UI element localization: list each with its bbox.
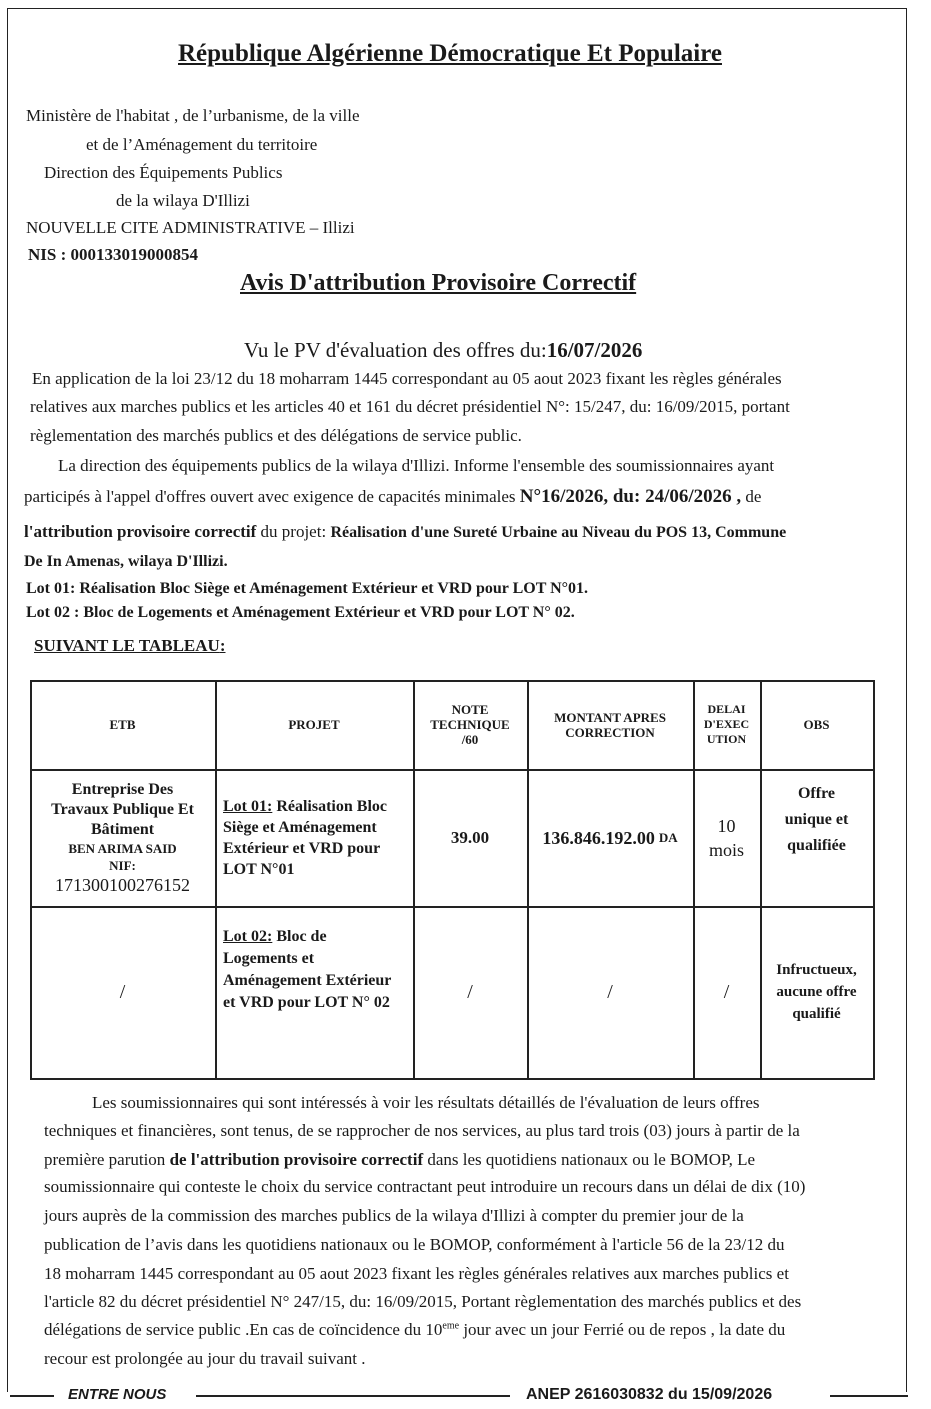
para2-line-4: De In Amenas, wilaya D'Illizi. [24,553,228,570]
row1-obs-line-3: qualifiée [787,837,846,854]
closing-line-7: 18 moharram 1445 correspondant au 05 aout 2023 fixant les règles générales relatives aux marches publics et [44,1264,789,1283]
project-label: du projet: [256,522,331,541]
row1-lot-label: Lot 01: [223,797,273,815]
pv-date: 16/07/2026 [546,338,643,362]
row2-obs-line-3: qualifié [792,1006,841,1022]
row1-etb-line-3: Bâtiment [90,820,155,838]
row1-proj-line-3: Extérieur et VRD pour [223,839,381,857]
suivant-label: SUIVANT LE TABLEAU: [34,636,226,655]
closing-line-6: publication de l’avis dans les quotidiens nationaux ou le BOMOP, conformément à l'article 56 de la 23/12 du [44,1235,785,1254]
direction-line-2: de la wilaya D'Illizi [116,191,250,210]
row2-lot-label: Lot 02: [223,928,273,945]
nis-line [28,245,198,265]
row2-etb: / [119,981,126,1003]
footer-rule-right [830,1395,908,1397]
address-line: NOUVELLE CITE ADMINISTRATIVE – Illizi [26,218,355,237]
row1-currency: DA [658,829,678,845]
row1-projet [215,769,413,906]
header-delai-line-3: UTION [706,732,747,746]
row2-proj-line-1: Bloc de [272,928,327,945]
closing-line-5: jours auprès de la commission des marches publics de la wilaya d'Illizi à compter du premier jour de la [44,1206,744,1225]
row2-projet [215,906,413,1078]
header-montant-line-1: MONTANT APRES [554,709,666,725]
row2-proj-line-4: et VRD pour LOT N° 02 [223,994,390,1011]
header-note-line-1: NOTE [451,702,489,717]
direction-line-1: Direction des Équipements Publics [44,163,283,182]
row2-note: / [467,981,473,1003]
para1-line-3: règlementation des marchés publics et des délégations de service public. [30,426,522,445]
row2-obs-line-1: Infructueux, [776,962,857,978]
footer [0,1384,931,1408]
header-etb: ETB [109,717,136,732]
nis-label: NIS : [28,245,71,264]
row1-delai-unit: mois [708,839,744,860]
row2-proj-line-3: Aménagement Extérieur [223,972,392,989]
lot02-description: Lot 02 : Bloc de Logements et Aménagement Extérieur et VRD pour LOT N° 02. [26,604,575,621]
footer-left-label: ENTRE NOUS [68,1386,167,1403]
header-note-line-3: /60 [461,732,479,747]
table-border-bottom [30,1078,875,1080]
ministry-line-2: et de l’Aménagement du territoire [86,135,318,154]
project-title: Réalisation d'une Sureté Urbaine au Niveau du POS 13, Commune [330,524,787,541]
row2-montant: / [607,981,613,1003]
footer-anep-reference: ANEP 2616030832 du 15/09/2026 [526,1386,773,1403]
para1-line-1: En application de la loi 23/12 du 18 moharram 1445 correspondant au 05 aout 2023 fixant les règles générales [32,369,782,388]
row1-delai-number: 10 [717,815,736,836]
row1-proj-line-4: LOT N°01 [223,860,295,878]
row1-etb-line-4: BEN ARIMA SAID [68,840,177,856]
row1-delai [693,769,760,906]
suivant-text: SUIVANT LE TABLEAU [34,636,220,655]
row1-etb-line-1: Entreprise Des [71,780,174,798]
row1-etb-line-5: NIF: [109,857,136,873]
para2-line-3 [24,522,786,542]
row1-obs [760,769,873,906]
footer-rule-left [10,1395,54,1397]
row1-obs-line-2: unique et [784,811,849,828]
closing-line-8: l'article 82 du décret présidentiel N° 247/15, du: 16/09/2015, Portant règlementation des marchés publics et des [44,1292,802,1311]
header-obs: OBS [803,717,830,732]
row1-montant [527,769,693,906]
row1-obs-line-1: Offre [797,785,835,802]
table-col-line-6 [873,680,875,1080]
attribution-label: l'attribution provisoire correctif [24,522,257,541]
header-delai-line-2: D'EXEC [703,717,750,731]
row2-obs-line-2: aucune offre [776,984,857,1000]
row2-proj-line-2: Logements et [223,950,315,967]
row1-proj-line-1: Réalisation Bloc [272,797,387,815]
closing-line-3-start: première parution [44,1150,170,1169]
row1-nif: 171300100276152 [55,874,190,895]
closing-line-3 [44,1150,755,1170]
para2-line-1: La direction des équipements publics de la wilaya d'Illizi. Informe l'ensemble des soumissionnaires ayant [58,456,775,475]
closing-superscript: eme [442,1320,460,1332]
nis-value: 000133019000854 [70,245,199,264]
header-projet: PROJET [288,717,340,732]
row1-etb [30,769,215,906]
pv-line [244,338,642,363]
closing-line-10: recour est prolongée au jour du travail suivant . [44,1349,366,1368]
para2-line-2-text: participés à l'appel d'offres ouvert avec exigence de capacités minimales [24,487,520,506]
attribution-table [30,680,875,1080]
header-montant-line-2: CORRECTION [565,724,655,740]
lot01-description: Lot 01: Réalisation Bloc Siège et Aménagement Extérieur et VRD pour LOT N°01. [26,580,589,597]
header-delai [693,680,760,769]
ministry-line-1: Ministère de l'habitat , de l’urbanisme, de la ville [26,106,360,125]
closing-line-9-end: jour avec un jour Ferrié ou de repos , la date du [459,1320,786,1339]
row1-etb-line-2: Travaux Publique Et [51,800,194,818]
row2-delai: / [723,981,730,1003]
row1-proj-line-2: Siège et Aménagement [223,818,377,836]
pv-text: Vu le PV d'évaluation des offres du: [244,338,547,362]
republic-title: République Algérienne Démocratique Et Populaire [178,40,722,67]
para1-line-2: relatives aux marches publics et les articles 40 et 161 du décret présidentiel N°: 15/247, du: 16/09/2015, portant [30,397,790,416]
footer-rule-middle [196,1395,510,1397]
para2-line-2 [24,486,761,508]
header-note [413,680,527,769]
closing-line-9 [44,1320,785,1340]
header-delai-line-1: DELAI [707,702,746,716]
header-note-line-2: TECHNIQUE [430,717,510,732]
row1-note: 39.00 [450,827,490,847]
row2-obs [760,906,873,1078]
header-montant [527,680,693,769]
closing-line-4: soumissionnaire qui conteste le choix du service contractant peut introduire un recours dans un délai de dix (10) [44,1177,806,1196]
closing-line-3-end: dans les quotidiens nationaux ou le BOMOP, Le [423,1150,756,1169]
notice-title: Avis D'attribution Provisoire Correctif [240,270,637,296]
closing-line-2: techniques et financières, sont tenus, de se rapprocher de nos services, au plus tard trois (03) jours à partir de la [44,1121,800,1140]
closing-line-9-start: délégations de service public .En cas de coïncidence du 10 [44,1320,443,1339]
closing-line-1: Les soumissionnaires qui sont intéressés à voir les résultats détaillés de l'évaluation de leurs offres [92,1093,760,1112]
para2-line-2-end: de [741,487,762,506]
closing-line-3-bold: de l'attribution provisoire correctif [169,1150,424,1169]
tender-reference: N°16/2026, du: 24/06/2026 , [519,486,742,507]
row1-montant-value: 136.846.192.00 [542,827,655,848]
